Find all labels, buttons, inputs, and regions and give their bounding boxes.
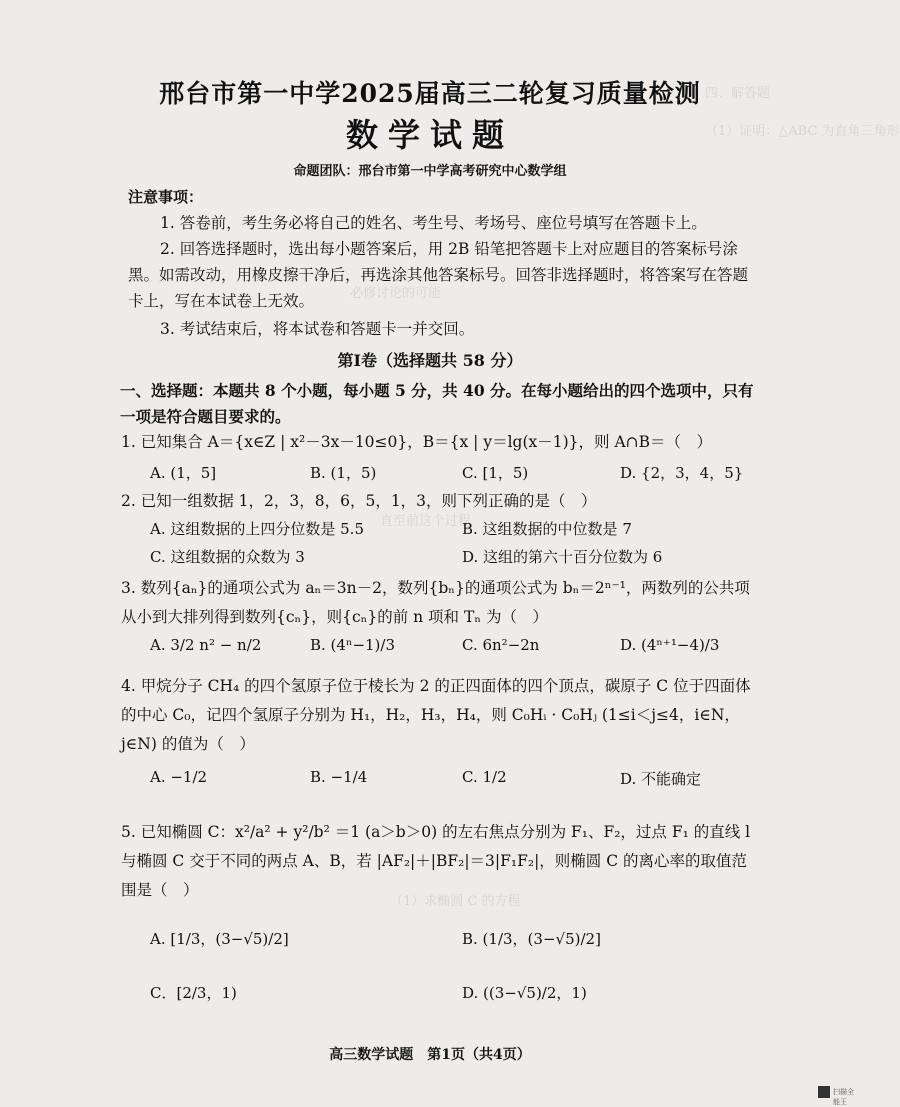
- option-c[interactable]: C．[2/3，1): [150, 984, 237, 1002]
- option-c[interactable]: C. 6n²−2n: [462, 636, 540, 654]
- question-4-stem: 4. 甲烷分子 CH₄ 的四个氢原子位于棱长为 2 的正四面体的四个顶点，碳原子 C 位于四面体的中心 C₀，记四个氢原子分别为 H₁，H₂，H₃，H₄，则 C₀Hᵢ · C₀Hⱼ (1≤i＜j≤4，i∈N，j∈N) 的值为（ ）: [121, 677, 751, 753]
- notice-item: 1. 答卷前，考生务必将自己的姓名、考生号、考场号、座位号填写在答题卡上。: [160, 214, 707, 232]
- section-title: 第Ⅰ卷（选择题共 58 分）: [337, 351, 523, 370]
- section-intro: 一、选择题：本题共 8 个小题，每小题 5 分，共 40 分。在每小题给出的四个选项中，只有一项是符合题目要求的。: [120, 381, 754, 426]
- option-b[interactable]: B. −1/4: [310, 768, 368, 786]
- question-1-stem: 1. 已知集合 A＝{x∈Z | x²－3x－10≤0}，B＝{x | y＝lg(x－1)}，则 A∩B＝（ ）: [121, 433, 713, 451]
- question-3-stem: 3. 数列{aₙ}的通项公式为 aₙ＝3n－2，数列{bₙ}的通项公式为 bₙ＝2ⁿ⁻¹，两数列的公共项从小到大排列得到数列{cₙ}，则{cₙ}的前 n 项和 Tₙ 为（ ）: [121, 579, 750, 626]
- option-b[interactable]: B. (1/3，(3−√5)/2]: [462, 930, 601, 948]
- scanner-watermark: 扫描全能王: [833, 1088, 854, 1106]
- question-2-stem: 2. 已知一组数据 1，2，3，8，6，5，1，3，则下列正确的是（ ）: [121, 492, 597, 510]
- option-b[interactable]: B. 这组数据的中位数是 7: [462, 520, 632, 538]
- notice-heading: 注意事项：: [128, 188, 204, 206]
- option-a[interactable]: A. −1/2: [150, 768, 208, 786]
- option-d[interactable]: D. (4ⁿ⁺¹−4)/3: [620, 636, 720, 654]
- option-b[interactable]: B. (4ⁿ−1)/3: [310, 636, 396, 654]
- notice-item: 3. 考试结束后，将本试卷和答题卡一并交回。: [160, 320, 475, 338]
- qr-code-icon: [818, 1086, 830, 1098]
- option-a[interactable]: A. [1/3，(3−√5)/2]: [150, 930, 289, 948]
- option-d[interactable]: D. 不能确定: [620, 770, 702, 788]
- option-d[interactable]: D. {2，3，4，5}: [620, 464, 744, 482]
- option-c[interactable]: C. 这组数据的众数为 3: [150, 548, 305, 566]
- option-c[interactable]: C. 1/2: [462, 768, 507, 786]
- option-a[interactable]: A. (1，5]: [150, 464, 217, 482]
- exam-page: 四、解答题 （1）证明：△ABC 为直角三角形 必修讨论的可能 直至前这个过程 （1）求椭圆 C 的方程 邢台市第一中学2025届高三二轮复习质量检测 数学试题 命题团队：邢台市第一中学高考研究中心数学组 注意事项： 1. 答卷前，考生务必将自己的姓名、考生号、考场号、座位号填写在答题卡上。 2. 回答选择题时，选出每小题答案后，用 2B 铅笔把答题卡上对应题目的答案标号涂黑。如需改动，用橡皮擦干净后，再选涂其他答案标号。回答非选择题时，将答案写在答题卡上，写在本试卷上无效。 3. 考试结束后，将本试卷和答题卡一并交回。 第Ⅰ卷（选择题共 58 分） 一、选择题：本题共 8 个小题，每小题 5 分，共 40 分。在每小题给出的四个选项中，只有一项是符合题目要求的。 1. 已知集合 A＝{x∈Z | x²－3x－10≤0}，B＝{x | y＝lg(x－1)}，则 A∩B＝（ ） A. (1，5] B. (1，5) C. [1，5) D. {2，3，4，5} 2. 已知一组数据 1，2，3，8，6，5，1，3，则下列正确的是（ ） A. 这组数据的上四分位数是 5.5 B. 这组数据的中位数是 7 C. 这组数据的众数为 3 D. 这组的第六十百分位数为 6 3. 数列{aₙ}的通项公式为 aₙ＝3n－2，数列{bₙ}的通项公式为 bₙ＝2ⁿ⁻¹，两数列的公共项从小到大排列得到数列{cₙ}，则{cₙ}的前 n 项和 Tₙ 为（ ） A. 3/2 n² − n/2 B. (4ⁿ−1)/3 C. 6n²−2n D. (4ⁿ⁺¹−4)/3 4. 甲烷分子 CH₄ 的四个氢原子位于棱长为 2 的正四面体的四个顶点，碳原子 C 位于四面体的中心 C₀，记四个氢原子分别为 H₁，H₂，H₃，H₄，则 C₀Hᵢ · C₀Hⱼ (1≤i＜j≤4，i∈N，j∈N) 的值为（ ） A. −1/2 B. −1/4 C. 1/2 D. 不能确定 5. 已知椭圆 C：x²/a² + y²/b² ＝1 (a＞b＞0) 的左右焦点分别为 F₁、F₂，过点 F₁ 的直线 l 与椭圆 C 交于不同的两点 A、B，若 |AF₂|＋|BF₂|＝3|F₁F₂|，则椭圆 C 的离心率的取值范围是（ ） A. [1/3，(3−√5)/2] B. (1/3，(3−√5)/2] C．[2/3，1) D. ((3−√5)/2，1) 高三数学试题 第1页（共4页） 扫描全能王: [0, 0, 860, 1102]
- notice-item: 2. 回答选择题时，选出每小题答案后，用 2B 铅笔把答题卡上对应题目的答案标号涂黑。如需改动，用橡皮擦干净后，再选涂其他答案标号。回答非选择题时，将答案写在答题卡上，写在本试卷上无效。: [128, 240, 749, 310]
- question-team: 命题团队：邢台市第一中学高考研究中心数学组: [293, 164, 567, 179]
- option-a[interactable]: A. 3/2 n² − n/2: [150, 636, 262, 654]
- option-c[interactable]: C. [1，5): [462, 464, 529, 482]
- page-footer: 高三数学试题 第1页（共4页）: [329, 1047, 531, 1063]
- school-exam-title: 邢台市第一中学2025届高三二轮复习质量检测: [159, 79, 701, 108]
- option-a[interactable]: A. 这组数据的上四分位数是 5.5: [150, 520, 364, 538]
- question-5-stem: 5. 已知椭圆 C：x²/a² + y²/b² ＝1 (a＞b＞0) 的左右焦点分别为 F₁、F₂，过点 F₁ 的直线 l 与椭圆 C 交于不同的两点 A、B，若 |AF₂|＋|BF₂|＝3|F₁F₂|，则椭圆 C 的离心率的取值范围是（ ）: [121, 823, 751, 899]
- option-b[interactable]: B. (1，5): [310, 464, 377, 482]
- subject-title: 数学试题: [345, 116, 514, 154]
- option-d[interactable]: D. 这组的第六十百分位数为 6: [462, 548, 663, 566]
- option-d[interactable]: D. ((3−√5)/2，1): [462, 984, 587, 1002]
